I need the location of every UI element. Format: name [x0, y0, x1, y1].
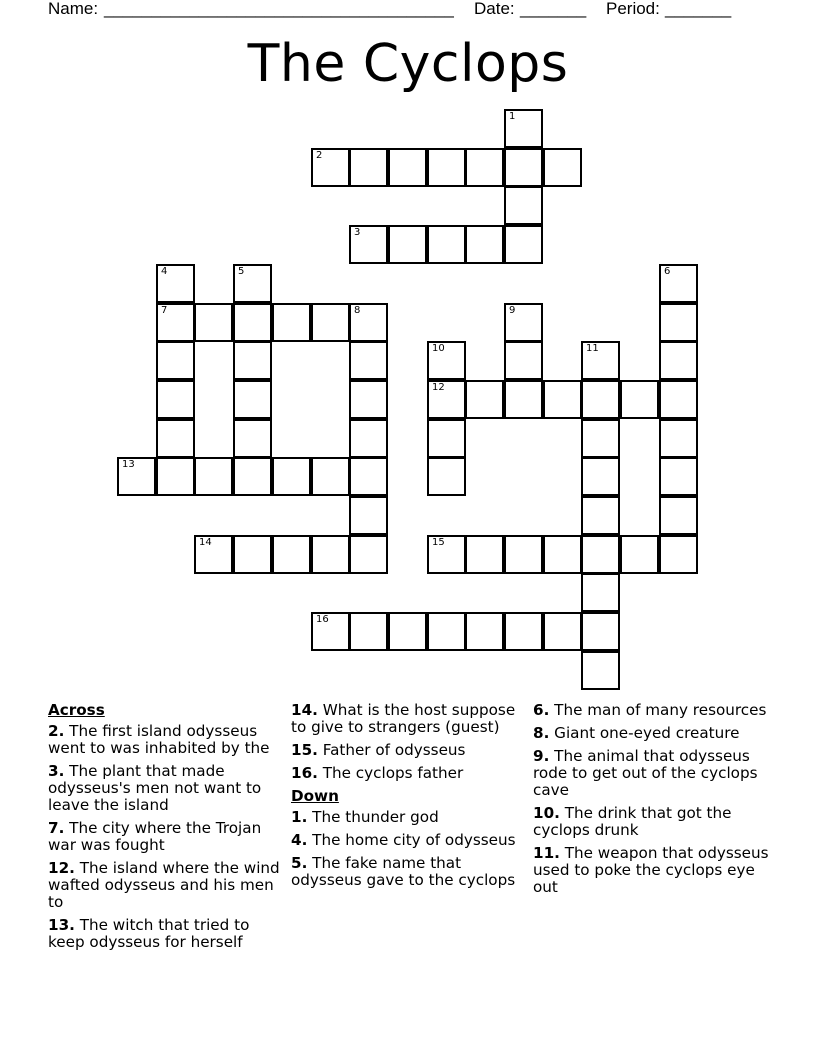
crossword-cell[interactable] [504, 186, 543, 225]
clue-item-number: 8. [533, 724, 550, 742]
name-blank[interactable]: _____________________________________ [104, 0, 454, 18]
crossword-cell[interactable] [581, 535, 620, 574]
clue-item-number: 5. [291, 854, 308, 872]
clue-item [533, 748, 773, 799]
clue-item [48, 917, 286, 951]
crossword-cell[interactable] [311, 457, 350, 496]
crossword-cell[interactable] [349, 303, 388, 342]
clue-item [291, 855, 529, 889]
across-clue-list-continued [291, 702, 529, 782]
clue-item-text: The island where the wind wafted odysseus and his men to [48, 859, 280, 911]
clue-number: 1 [509, 111, 516, 122]
crossword-cell[interactable] [659, 419, 698, 458]
crossword-cell[interactable] [349, 457, 388, 496]
crossword-cell[interactable] [581, 573, 620, 612]
clue-item-number: 15. [291, 741, 318, 759]
crossword-cell[interactable] [156, 419, 195, 458]
clue-number: 13 [122, 459, 135, 470]
clue-number: 15 [432, 537, 445, 548]
crossword-cell[interactable] [465, 225, 504, 264]
crossword-cell[interactable] [349, 496, 388, 535]
clue-item [533, 845, 773, 896]
clue-number: 10 [432, 343, 445, 354]
clue-item-number: 10. [533, 804, 560, 822]
crossword-cell[interactable] [504, 380, 543, 419]
crossword-cell[interactable] [659, 303, 698, 342]
clue-item-text: The man of many resources [549, 701, 767, 719]
crossword-cell[interactable] [659, 264, 698, 303]
crossword-cell[interactable] [349, 148, 388, 187]
crossword-cell[interactable] [465, 535, 504, 574]
clue-number: 6 [664, 266, 671, 277]
clue-item [291, 809, 529, 826]
clue-item-number: 12. [48, 859, 75, 877]
across-heading: Across [48, 701, 105, 719]
crossword-cell[interactable] [504, 612, 543, 651]
crossword-cell[interactable] [156, 341, 195, 380]
crossword-cell[interactable] [427, 535, 466, 574]
date-label: Date: [474, 0, 515, 18]
crossword-cell[interactable] [427, 148, 466, 187]
crossword-cell[interactable] [659, 457, 698, 496]
crossword-cell[interactable] [349, 419, 388, 458]
crossword-cell[interactable] [272, 535, 311, 574]
clue-item-number: 2. [48, 722, 65, 740]
clue-item [291, 832, 529, 849]
clue-item [533, 725, 773, 742]
crossword-cell[interactable] [504, 148, 543, 187]
clue-number: 8 [354, 305, 361, 316]
clue-item-number: 1. [291, 808, 308, 826]
clue-number: 9 [509, 305, 516, 316]
crossword-cell[interactable] [233, 341, 272, 380]
crossword-cell[interactable] [581, 457, 620, 496]
crossword-cell[interactable] [543, 535, 582, 574]
clue-item-text: The plant that made odysseus's men not want to leave the island [48, 762, 262, 814]
crossword-cell[interactable] [581, 496, 620, 535]
crossword-cell[interactable] [543, 612, 582, 651]
clue-item-number: 6. [533, 701, 550, 719]
clue-item [48, 723, 286, 757]
crossword-cell[interactable] [659, 341, 698, 380]
crossword-cell[interactable] [311, 303, 350, 342]
clues-column-3 [533, 702, 773, 902]
clue-item-number: 7. [48, 819, 65, 837]
crossword-cell[interactable] [659, 496, 698, 535]
crossword-cell[interactable] [349, 225, 388, 264]
clue-item [48, 763, 286, 814]
crossword-cell[interactable] [427, 612, 466, 651]
page-title: The Cyclops [247, 34, 569, 94]
crossword-cell[interactable] [388, 225, 427, 264]
clues-column-1 [48, 702, 286, 957]
crossword-cell[interactable] [233, 303, 272, 342]
clue-item-text: The weapon that odysseus used to poke the cyclops eye out [533, 844, 769, 896]
clue-item [291, 765, 529, 782]
clue-number: 2 [316, 150, 323, 161]
crossword-cell[interactable] [156, 303, 195, 342]
crossword-cell[interactable] [465, 612, 504, 651]
crossword-cell[interactable] [388, 148, 427, 187]
crossword-cell[interactable] [311, 148, 350, 187]
clue-item-text: The cyclops father [317, 764, 464, 782]
crossword-cell[interactable] [233, 535, 272, 574]
crossword-cell[interactable] [349, 535, 388, 574]
crossword-cell[interactable] [504, 303, 543, 342]
clue-number: 4 [161, 266, 168, 277]
down-heading: Down [291, 787, 339, 805]
clue-item-text: The home city of odysseus [307, 831, 516, 849]
crossword-cell[interactable] [233, 419, 272, 458]
crossword-cell[interactable] [156, 457, 195, 496]
crossword-cell[interactable] [233, 457, 272, 496]
clue-item-number: 14. [291, 701, 318, 719]
clue-item-text: Father of odysseus [317, 741, 466, 759]
clue-item-text: What is the host suppose to give to strangers (guest) [291, 701, 516, 736]
crossword-cell[interactable] [504, 535, 543, 574]
clue-item-text: The animal that odysseus rode to get out of the cyclops cave [533, 747, 758, 799]
crossword-cell[interactable] [349, 380, 388, 419]
crossword-cell[interactable] [581, 419, 620, 458]
clue-item-number: 11. [533, 844, 560, 862]
crossword-cell[interactable] [233, 380, 272, 419]
crossword-cell[interactable] [620, 380, 659, 419]
clue-item-text: The thunder god [307, 808, 439, 826]
crossword-cell[interactable] [543, 380, 582, 419]
crossword-cell[interactable] [427, 419, 466, 458]
crossword-cell[interactable] [311, 612, 350, 651]
clue-item-text: The drink that got the cyclops drunk [533, 804, 732, 839]
clue-item-text: Giant one-eyed creature [549, 724, 740, 742]
clue-item-number: 4. [291, 831, 308, 849]
crossword-cell[interactable] [465, 148, 504, 187]
clue-item [48, 860, 286, 911]
clue-number: 3 [354, 227, 361, 238]
crossword-cell[interactable] [659, 535, 698, 574]
crossword-cell[interactable] [349, 341, 388, 380]
crossword-cell[interactable] [311, 535, 350, 574]
crossword-cell[interactable] [233, 264, 272, 303]
crossword-cell[interactable] [194, 457, 233, 496]
crossword-cell[interactable] [427, 380, 466, 419]
crossword-cell[interactable] [427, 457, 466, 496]
crossword-cell[interactable] [194, 535, 233, 574]
clue-item-number: 16. [291, 764, 318, 782]
clue-item-text: The witch that tried to keep odysseus for herself [48, 916, 250, 951]
crossword-cell[interactable] [388, 612, 427, 651]
crossword-cell[interactable] [349, 612, 388, 651]
crossword-cell[interactable] [581, 341, 620, 380]
crossword-cell[interactable] [504, 225, 543, 264]
name-label: Name: [48, 0, 99, 18]
crossword-cell[interactable] [504, 341, 543, 380]
period-blank[interactable]: _______ [665, 0, 732, 18]
crossword-cell[interactable] [465, 380, 504, 419]
crossword-cell[interactable] [581, 380, 620, 419]
clue-item [533, 805, 773, 839]
clue-item-number: 13. [48, 916, 75, 934]
clue-number: 5 [238, 266, 245, 277]
across-clue-list [48, 723, 286, 951]
clue-item [533, 702, 773, 719]
clue-item [291, 702, 529, 736]
crossword-cell[interactable] [156, 264, 195, 303]
down-clue-list-continued [533, 702, 773, 896]
crossword-cell[interactable] [272, 303, 311, 342]
date-blank[interactable]: _______ [520, 0, 587, 18]
crossword-cell[interactable] [156, 380, 195, 419]
crossword-cell[interactable] [117, 457, 156, 496]
down-clue-list [291, 809, 529, 889]
clue-item-text: The fake name that odysseus gave to the cyclops [291, 854, 516, 889]
crossword-cell[interactable] [581, 651, 620, 690]
crossword-cell[interactable] [427, 225, 466, 264]
clue-number: 14 [199, 537, 212, 548]
clue-item-text: The first island odysseus went to was inhabited by the [48, 722, 270, 757]
clue-number: 16 [316, 614, 329, 625]
crossword-cell[interactable] [620, 535, 659, 574]
clue-item-number: 3. [48, 762, 65, 780]
clue-number: 12 [432, 382, 445, 393]
clues-column-2 [291, 702, 529, 895]
crossword-cell[interactable] [194, 303, 233, 342]
crossword-cell[interactable] [504, 109, 543, 148]
clue-item [291, 742, 529, 759]
crossword-cell[interactable] [427, 341, 466, 380]
clue-item [48, 820, 286, 854]
clue-item-text: The city where the Trojan war was fought [48, 819, 262, 854]
clue-number: 7 [161, 305, 168, 316]
crossword-cell[interactable] [581, 612, 620, 651]
crossword-cell[interactable] [272, 457, 311, 496]
period-label: Period: [606, 0, 660, 18]
clue-number: 11 [586, 343, 599, 354]
clue-item-number: 9. [533, 747, 550, 765]
crossword-cell[interactable] [659, 380, 698, 419]
crossword-cell[interactable] [543, 148, 582, 187]
